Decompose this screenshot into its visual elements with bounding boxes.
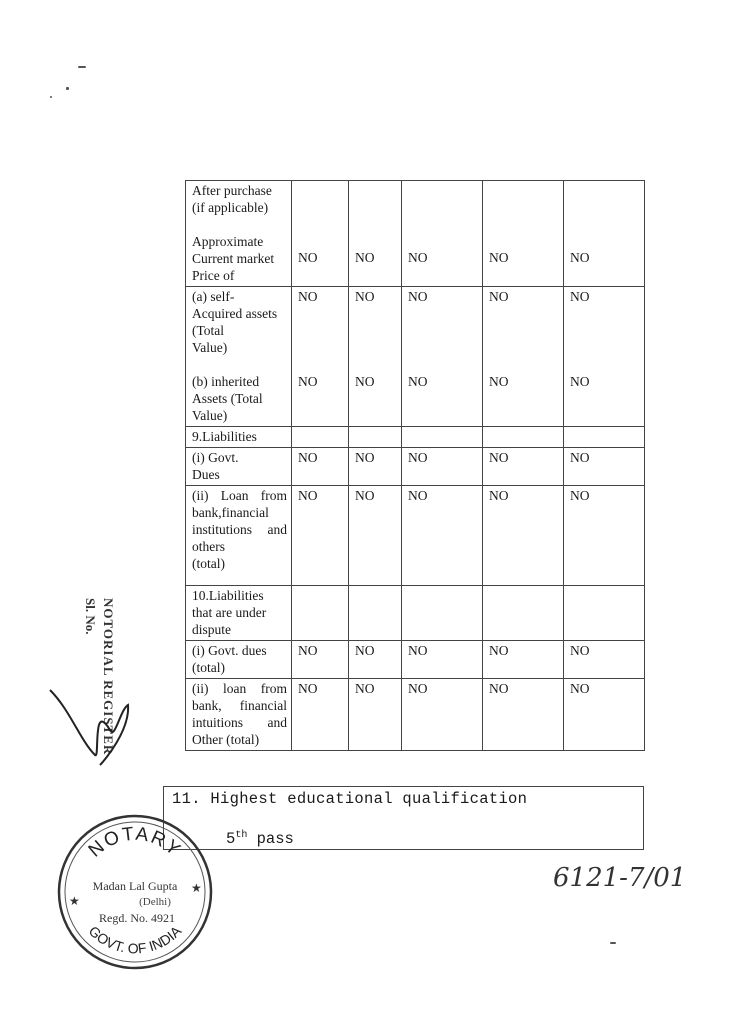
svg-text:Sl. No.: Sl. No. [83,598,98,635]
scan-speck [50,96,52,98]
label-line: Price of [192,268,235,283]
row-label [186,641,292,679]
empty-cell [564,586,645,641]
value-cell: NO [349,486,402,586]
value-cell: NO [564,448,645,486]
value-cell: NO NO [483,287,564,427]
value-cell: NO [402,641,483,679]
svg-text:6121-7/01: 6121-7/01 [553,863,687,893]
table-row [186,181,645,287]
value-cell: NO [402,448,483,486]
table-row [186,427,645,448]
label-line: Value) [192,408,228,423]
row-label [186,287,292,427]
value-cell: NO [349,679,402,751]
svg-text:★: ★ [191,881,202,895]
row-label [186,448,292,486]
svg-text:(Delhi): (Delhi) [139,896,171,908]
label-line: (b) inherited [192,374,260,389]
value-cell: NO [564,181,645,287]
notary-seal [55,812,215,972]
label-line: Current market [192,251,275,266]
svg-text:NOTARY: NOTARY [84,823,186,862]
label-line: Approximate [192,234,264,249]
label-line: that are under [192,605,267,620]
empty-cell [292,586,349,641]
label-line: 10.Liabilities [192,588,264,603]
education-value: 5th pass [226,830,294,849]
row-label [186,679,292,751]
label-line: (total) [192,660,225,675]
value-cell: NO [402,679,483,751]
value-cell: NO [564,486,645,586]
row-label [186,486,292,586]
value-cell: NO [483,641,564,679]
section-heading: 9.Liabilities [186,427,292,448]
handwritten-signature [545,850,725,900]
empty-cell [483,586,564,641]
value-cell: NO [564,641,645,679]
label-line: (Total [192,323,225,338]
education-heading: 11. Highest educational qualification [172,790,528,808]
value-cell: NO [292,181,349,287]
empty-cell [402,427,483,448]
label-text: (ii) loan from bank, financial intuitions and Other (total) [192,681,287,747]
value-cell: NO [292,641,349,679]
value-cell: NO NO [402,287,483,427]
label-line: (i) Govt. [192,450,239,465]
value-cell: NO [402,486,483,586]
label-line: (total) [192,556,225,571]
value-cell: NO [483,679,564,751]
empty-cell [564,427,645,448]
svg-text:Madan Lal Gupta: Madan Lal Gupta [92,879,178,893]
svg-text:NOTORIAL REGISTER: NOTORIAL REGISTER [101,598,116,756]
label-line: Assets (Total [192,391,263,406]
value-cell: NO [349,181,402,287]
value-cell: NO [402,181,483,287]
table-row [186,486,645,586]
label-line: Acquired assets [192,306,278,321]
label-line: (i) Govt. dues [192,643,267,658]
empty-cell [292,427,349,448]
scan-speck [78,66,86,68]
value-cell: NO [292,486,349,586]
value-cell: NO NO [349,287,402,427]
scan-speck [610,942,616,944]
label-line: Dues [192,467,220,482]
table-row [186,641,645,679]
value-cell: NO [292,448,349,486]
value-cell: NO [483,181,564,287]
table-row [186,679,645,751]
value-cell: NO NO [292,287,349,427]
value-cell: NO NO [564,287,645,427]
label-line: (a) self- [192,289,235,304]
empty-cell [349,427,402,448]
svg-text:★: ★ [69,894,80,908]
svg-text:GOVT. OF INDIA: GOVT. OF INDIA [85,922,185,957]
svg-text:Regd. No. 4921: Regd. No. 4921 [99,911,175,925]
assets-liabilities-table [185,180,645,751]
notorial-register-stamp [40,590,160,780]
label-line: Value) [192,340,228,355]
label-text: (ii) Loan from bank,financial institutions and others [192,488,287,554]
value-cell: NO [292,679,349,751]
value-cell: NO [349,641,402,679]
empty-cell [402,586,483,641]
empty-cell [483,427,564,448]
row-label [186,181,292,287]
table-row [186,586,645,641]
label-line: After purchase [192,183,272,198]
empty-cell [349,586,402,641]
table-row [186,448,645,486]
value-cell: NO [483,486,564,586]
value-cell: NO [564,679,645,751]
table-row [186,287,645,427]
education-box [163,786,644,850]
value-cell: NO [483,448,564,486]
label-line: dispute [192,622,231,637]
value-cell: NO [349,448,402,486]
scan-speck [66,87,69,90]
label-line: (if applicable) [192,200,269,215]
section-heading [186,586,292,641]
